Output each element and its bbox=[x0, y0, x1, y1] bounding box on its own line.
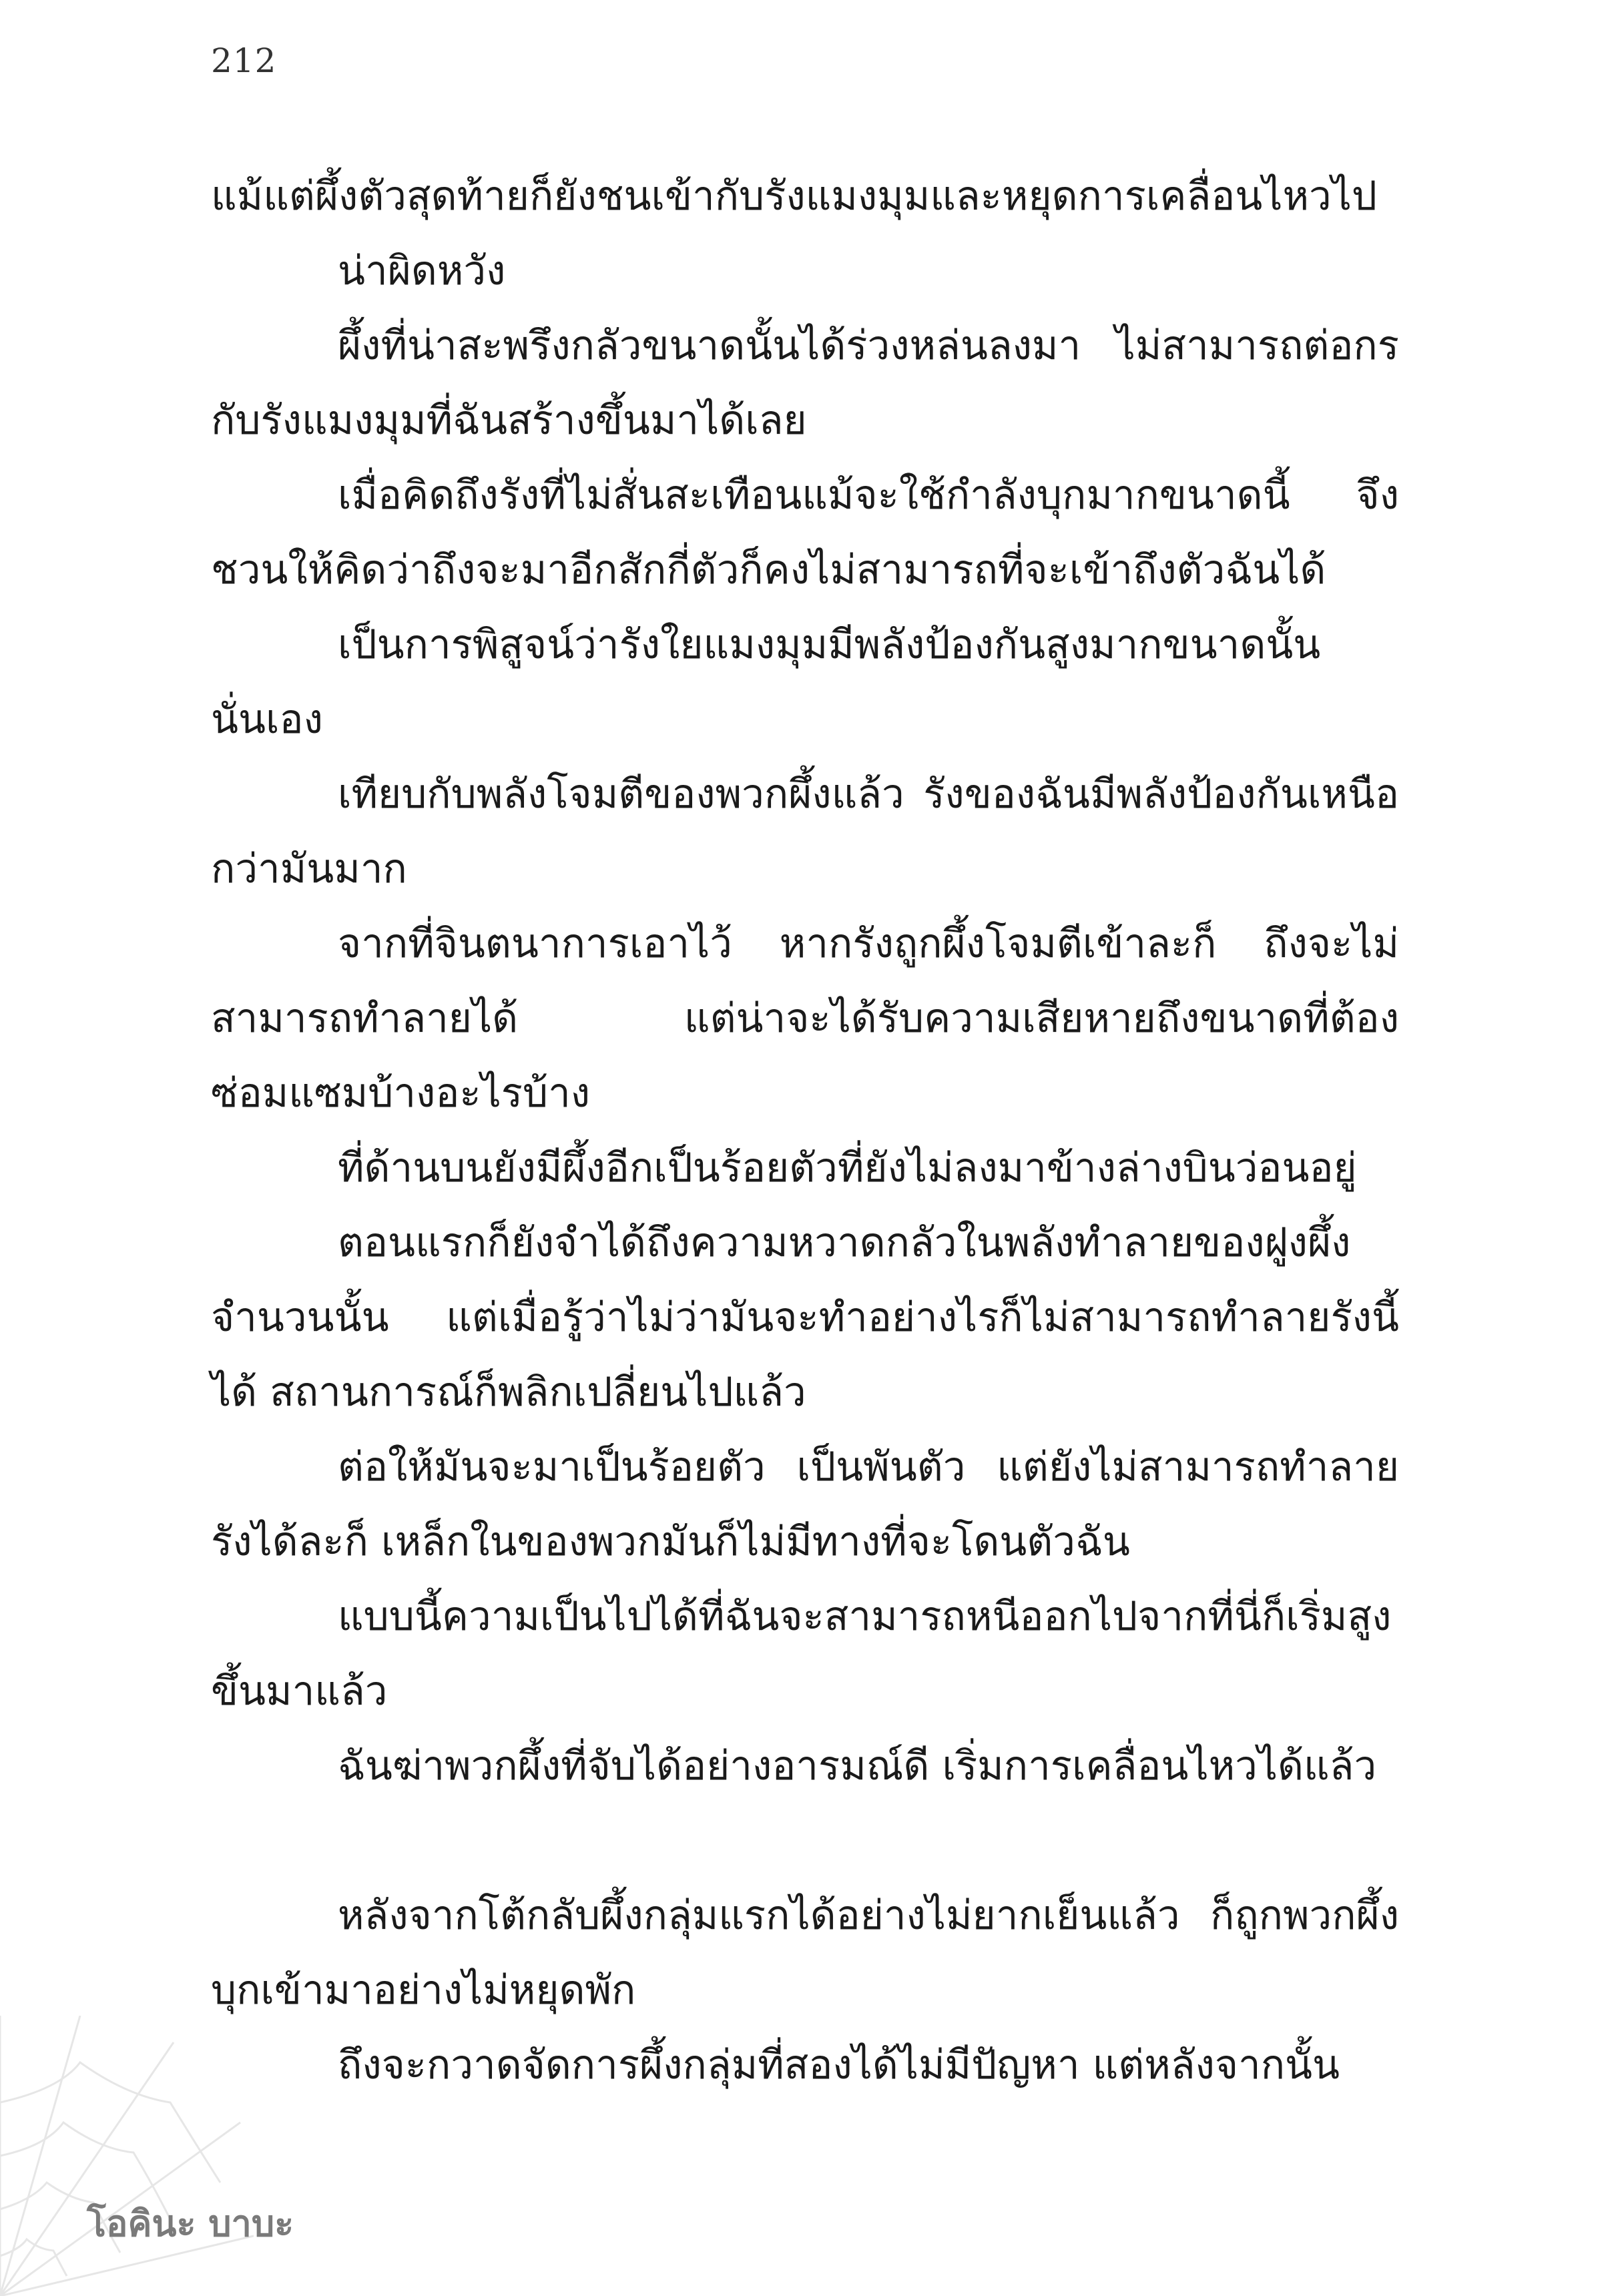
paragraph: ถึงจะกวาดจัดการผึ้งกลุ่มที่สองได้ไม่มีปัญหา แต่หลังจากนั้น bbox=[338, 2042, 1340, 2088]
section-break bbox=[211, 1803, 1399, 1878]
paragraph: ผึ้งที่น่าสะพรึงกลัวขนาดนั้นได้ร่วงหล่นลงมา ไม่สามารถต่อกรกับรังแมงมุมที่ฉันสร้างขึ้นมาได้เลย bbox=[211, 322, 1399, 444]
paragraph: แม้แต่ผึ้งตัวสุดท้ายก็ยังชนเข้ากับรังแมงมุมและหยุดการเคลื่อนไหวไป bbox=[211, 173, 1377, 220]
paragraph: ฉันฆ่าพวกผึ้งที่จับได้อย่างอารมณ์ดี เริ่มการเคลื่อนไหวได้แล้ว bbox=[338, 1743, 1377, 1789]
paragraph: ต่อให้มันจะมาเป็นร้อยตัว เป็นพันตัว แต่ยังไม่สามารถทำลายรังได้ละก็ เหล็กในของพวกมันก็ไม่มีทางที่จะโดนตัวฉัน bbox=[211, 1444, 1399, 1565]
paragraph: ตอนแรกก็ยังจำได้ถึงความหวาดกลัวในพลังทำลายของฝูงผึ้งจำนวนนั้น แต่เมื่อรู้ว่าไม่ว่ามันจะทำอย่างไรก็ไม่สามารถทำลายรังนี้ได้ สถานการณ์ก็พลิกเปลี่ยนไปแล้ว bbox=[211, 1219, 1399, 1416]
paragraph: เมื่อคิดถึงรังที่ไม่สั่นสะเทือนแม้จะใช้กำลังบุกมากขนาดนี้ จึงชวนให้คิดว่าถึงจะมาอีกสักกี่ตัวก็คงไม่สามารถที่จะเข้าถึงตัวฉันได้ bbox=[211, 472, 1399, 593]
paragraph: แบบนี้ความเป็นไปได้ที่ฉันจะสามารถหนีออกไปจากที่นี่ก็เริ่มสูงขึ้นมาแล้ว bbox=[211, 1593, 1392, 1715]
page-number: 212 bbox=[211, 41, 277, 80]
paragraph: เทียบกับพลังโจมตีของพวกผึ้งแล้ว รังของฉันมีพลังป้องกันเหนือกว่ามันมาก bbox=[211, 771, 1399, 892]
spiderweb-decoration bbox=[0, 2016, 254, 2296]
body-text bbox=[211, 159, 1399, 2102]
paragraph: ที่ด้านบนยังมีผึ้งอีกเป็นร้อยตัวที่ยังไม่ลงมาข้างล่างบินว่อนอยู่ bbox=[338, 1145, 1357, 1191]
paragraph: จากที่จินตนาการเอาไว้ หากรังถูกผึ้งโจมตีเข้าละก็ ถึงจะไม่สามารถทำลายได้ แต่น่าจะได้รับความเสียหายถึงขนาดที่ต้องซ่อมแซมบ้างอะไรบ้าง bbox=[211, 920, 1399, 1117]
paragraph: หลังจากโต้กลับผึ้งกลุ่มแรกได้อย่างไม่ยากเย็นแล้ว ก็ถูกพวกผึ้งบุกเข้ามาอย่างไม่หยุดพัก bbox=[211, 1892, 1399, 2014]
paragraph: เป็นการพิสูจน์ว่ารังใยแมงมุมมีพลังป้องกันสูงมากขนาดนั้นนั่นเอง bbox=[211, 621, 1321, 743]
paragraph: น่าผิดหวัง bbox=[338, 248, 506, 294]
author-name: โอคินะ บาบะ bbox=[87, 2203, 294, 2245]
